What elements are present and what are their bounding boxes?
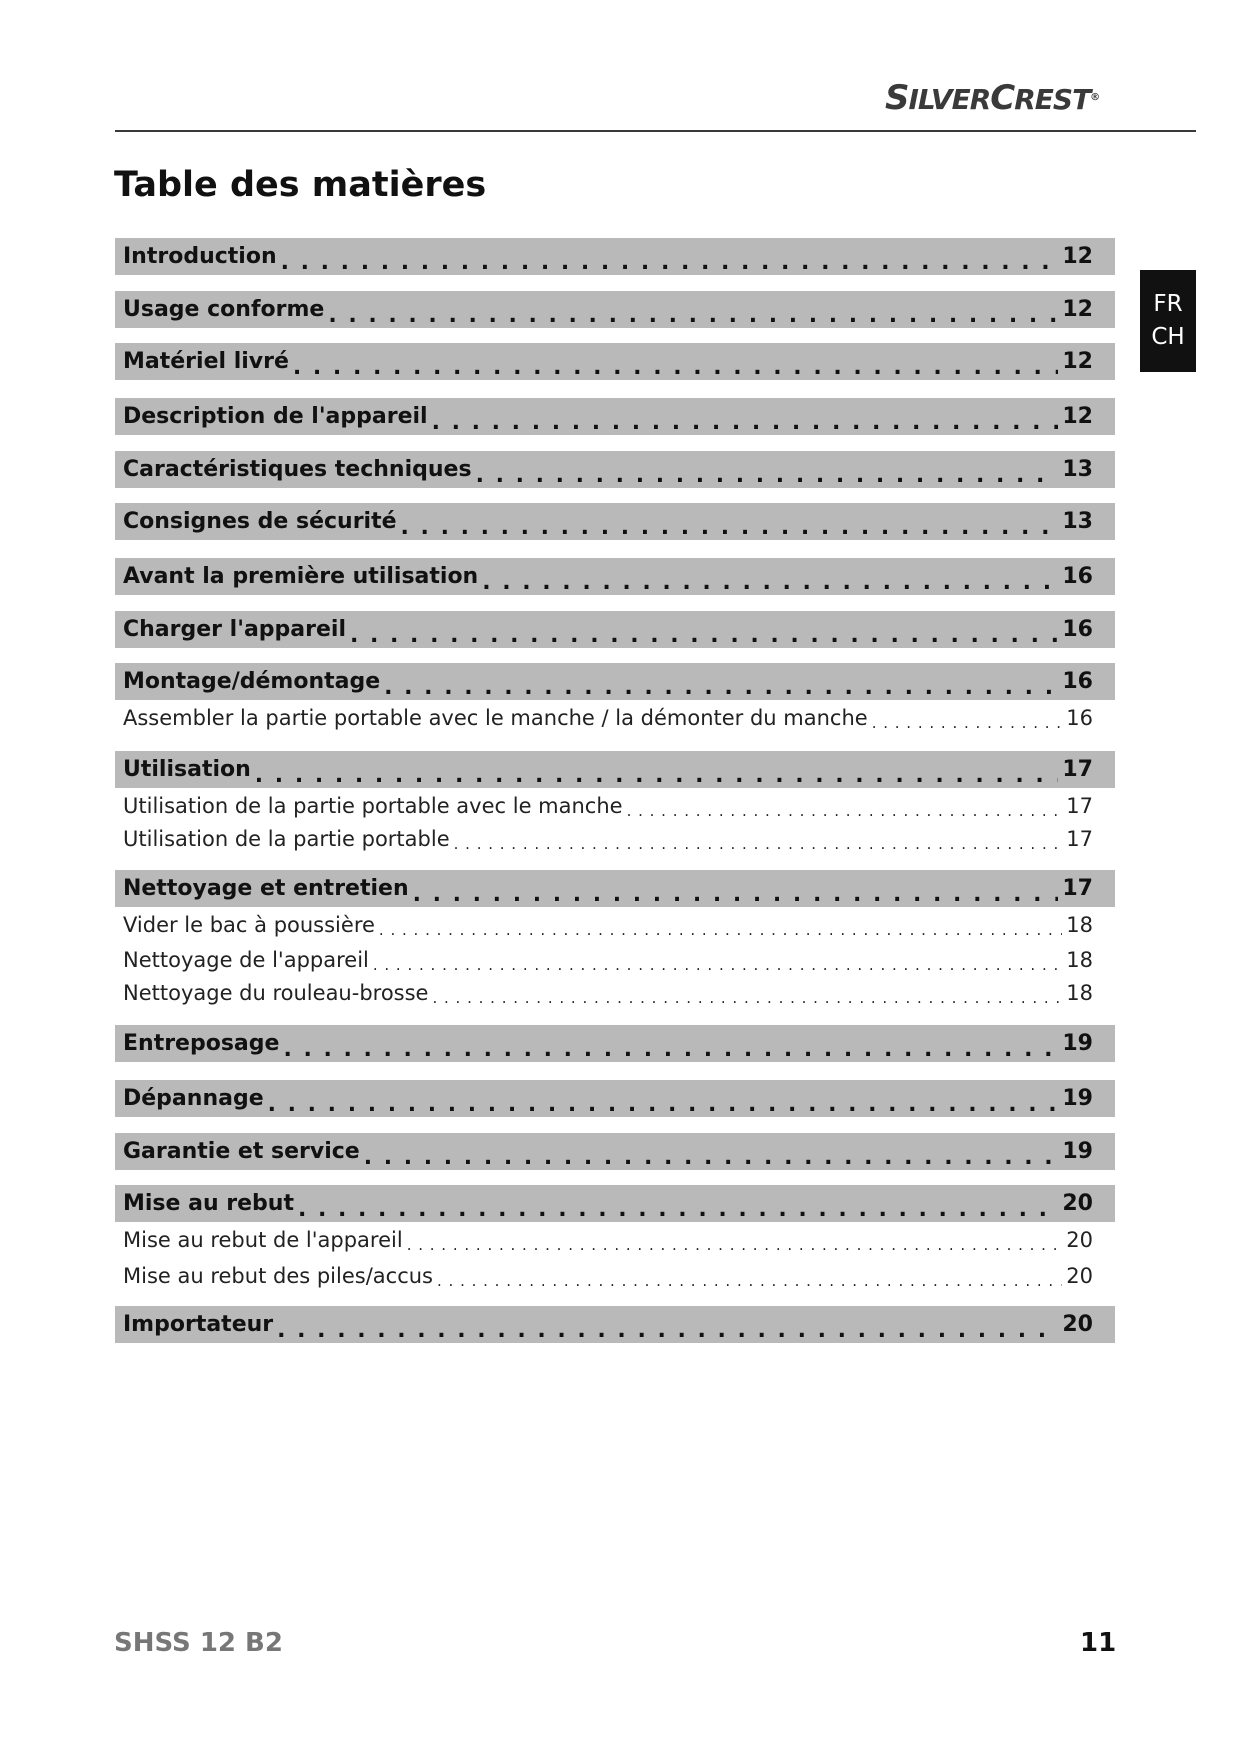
- toc-section-row[interactable]: [115, 291, 1115, 328]
- toc-page-number: 16: [1062, 669, 1093, 694]
- toc-entry-label: Description de l'appareil: [123, 404, 428, 429]
- toc-dot-leader: [277, 1317, 1058, 1343]
- toc-subsection-row[interactable]: [115, 942, 1115, 978]
- toc-subsection-row[interactable]: [115, 975, 1115, 1011]
- toc-entry-label: Entreposage: [123, 1031, 280, 1056]
- toc-page-number: 16: [1062, 617, 1093, 642]
- brand-logo: SILVERCREST®: [885, 78, 1100, 118]
- toc-section-row[interactable]: [115, 1080, 1115, 1117]
- toc-entry-label: Consignes de sécurité: [123, 509, 397, 534]
- toc-page-number: 18: [1066, 981, 1093, 1005]
- toc-page-number: 17: [1062, 876, 1093, 901]
- toc-dot-leader: [293, 354, 1058, 380]
- toc-page-number: 20: [1066, 1264, 1093, 1288]
- toc-dot-leader: [255, 762, 1059, 788]
- toc-dot-leader: [401, 514, 1059, 540]
- toc-section-row[interactable]: [115, 238, 1115, 275]
- toc-page-number: 17: [1066, 827, 1093, 851]
- toc-dot-leader: [476, 462, 1059, 488]
- toc-section-row[interactable]: [115, 398, 1115, 435]
- toc-subsection-row[interactable]: [115, 821, 1115, 857]
- toc-page-number: 12: [1062, 297, 1093, 322]
- footer-model-number: SHSS 12 B2: [114, 1628, 283, 1658]
- toc-subsection-row[interactable]: [115, 788, 1115, 824]
- page-title: Table des matières: [114, 165, 487, 205]
- toc-dot-leader: [298, 1196, 1058, 1222]
- toc-entry-label: Utilisation de la partie portable avec le manche: [123, 794, 623, 818]
- toc-subsection-row[interactable]: [115, 1258, 1115, 1294]
- toc-dot-leader: [872, 710, 1063, 736]
- toc-page-number: 18: [1066, 913, 1093, 937]
- toc-page-number: 20: [1062, 1191, 1093, 1216]
- toc-section-row[interactable]: [115, 663, 1115, 700]
- toc-section-row[interactable]: [115, 611, 1115, 648]
- toc-page-number: 18: [1066, 948, 1093, 972]
- toc-section-row[interactable]: [115, 1133, 1115, 1170]
- toc-section-row[interactable]: [115, 558, 1115, 595]
- toc-dot-leader: [364, 1144, 1059, 1170]
- toc-section-row[interactable]: [115, 751, 1115, 788]
- toc-entry-label: Montage/démontage: [123, 669, 381, 694]
- footer-page-number: 11: [1080, 1628, 1117, 1658]
- toc-entry-label: Mise au rebut des piles/accus: [123, 1264, 433, 1288]
- toc-section-row[interactable]: [115, 343, 1115, 380]
- toc-page-number: 19: [1062, 1139, 1093, 1164]
- toc-entry-label: Avant la première utilisation: [123, 564, 479, 589]
- toc-entry-label: Assembler la partie portable avec le manche / la démonter du manche: [123, 706, 868, 730]
- toc-entry-label: Garantie et service: [123, 1139, 360, 1164]
- language-code-ch: CH: [1151, 324, 1185, 350]
- toc-subsection-row[interactable]: [115, 1222, 1115, 1258]
- toc-entry-label: Importateur: [123, 1312, 274, 1337]
- toc-dot-leader: [328, 302, 1058, 328]
- toc-page-number: 13: [1062, 457, 1093, 482]
- toc-entry-label: Nettoyage et entretien: [123, 876, 409, 901]
- toc-section-row[interactable]: [115, 1025, 1115, 1062]
- toc-entry-label: Caractéristiques techniques: [123, 457, 472, 482]
- toc-dot-leader: [437, 1268, 1062, 1294]
- toc-dot-leader: [407, 1232, 1063, 1258]
- toc-dot-leader: [413, 881, 1059, 907]
- toc-subsection-row[interactable]: [115, 907, 1115, 943]
- toc-dot-leader: [379, 917, 1062, 943]
- toc-entry-label: Utilisation de la partie portable: [123, 827, 450, 851]
- toc-page-number: 19: [1062, 1031, 1093, 1056]
- header-divider: [115, 130, 1196, 132]
- toc-section-row[interactable]: [115, 870, 1115, 907]
- toc-entry-label: Usage conforme: [123, 297, 325, 322]
- toc-entry-label: Nettoyage du rouleau-brosse: [123, 981, 429, 1005]
- toc-dot-leader: [350, 622, 1058, 648]
- toc-entry-label: Mise au rebut: [123, 1191, 294, 1216]
- toc-page-number: 20: [1062, 1312, 1093, 1337]
- toc-page-number: 12: [1062, 404, 1093, 429]
- toc-subsection-row[interactable]: [115, 700, 1115, 736]
- toc-entry-label: Mise au rebut de l'appareil: [123, 1228, 403, 1252]
- toc-dot-leader: [384, 674, 1058, 700]
- toc-page-number: 16: [1062, 564, 1093, 589]
- toc-page-number: 17: [1062, 757, 1093, 782]
- toc-page-number: 19: [1062, 1086, 1093, 1111]
- toc-dot-leader: [454, 831, 1063, 857]
- toc-dot-leader: [281, 249, 1059, 275]
- toc-dot-leader: [482, 569, 1058, 595]
- toc-dot-leader: [432, 409, 1059, 435]
- toc-section-row[interactable]: [115, 1185, 1115, 1222]
- language-code-fr: FR: [1153, 291, 1183, 317]
- toc-entry-label: Utilisation: [123, 757, 251, 782]
- toc-page-number: 20: [1066, 1228, 1093, 1252]
- toc-section-row[interactable]: [115, 503, 1115, 540]
- toc-entry-label: Introduction: [123, 244, 277, 269]
- toc-section-row[interactable]: [115, 451, 1115, 488]
- toc-dot-leader: [283, 1036, 1058, 1062]
- toc-dot-leader: [268, 1091, 1059, 1117]
- toc-page-number: 17: [1066, 794, 1093, 818]
- toc-section-row[interactable]: [115, 1306, 1115, 1343]
- language-tab: [1140, 270, 1196, 372]
- toc-entry-label: Dépannage: [123, 1086, 264, 1111]
- toc-page-number: 12: [1062, 244, 1093, 269]
- toc-entry-label: Matériel livré: [123, 349, 289, 374]
- toc-entry-label: Charger l'appareil: [123, 617, 346, 642]
- toc-page-number: 12: [1062, 349, 1093, 374]
- toc-entry-label: Vider le bac à poussière: [123, 913, 375, 937]
- toc-page-number: 13: [1062, 509, 1093, 534]
- toc-dot-leader: [432, 985, 1062, 1011]
- toc-page-number: 16: [1066, 706, 1093, 730]
- toc-entry-label: Nettoyage de l'appareil: [123, 948, 369, 972]
